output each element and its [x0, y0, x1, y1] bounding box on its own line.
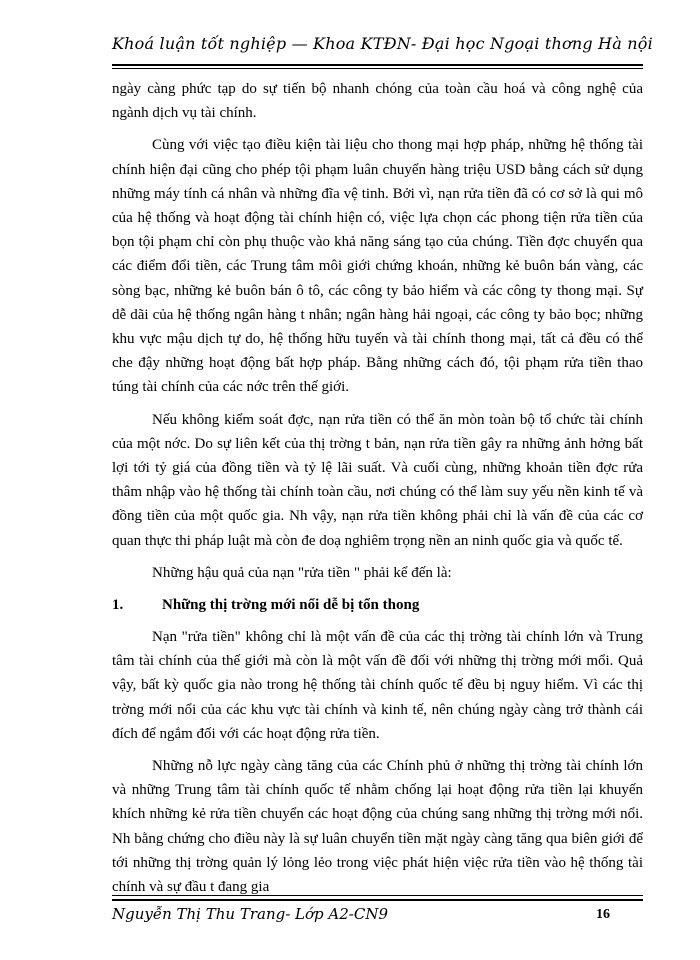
- page-number: 16: [596, 907, 610, 922]
- paragraph-continued: ngày càng phức tạp do sự tiến bộ nhanh chóng của toàn cầu hoá và công nghệ của ngành dịch vụ tài chính.: [112, 81, 643, 122]
- section-title: Những thị trờng mới nổi dễ bị tổn thong: [162, 597, 420, 614]
- header-rule-thick: [112, 64, 643, 66]
- paragraph-consequences-intro: Những hậu quả của nạn "rửa tiền " phải kể đến là:: [152, 564, 452, 581]
- paragraph-government-efforts: Những nỗ lực ngày càng tăng của các Chính phủ ở những thị trờng tài chính lớn và những Trung tâm tài chính quốc tế nhằm chống lại hoạt động rửa tiền lại khuyến khích những kẻ rửa tiền chuyển các hoạt động của chúng sang những thị trờng mới nổi. Nh bằng chứng cho điều này là sự luân chuyển tiền mặt ngày càng tăng qua biên giới để tới những thị trờng quản lý lỏng lẻo trong việc phát hiện việc rửa tiền vào hệ thống tài chính và sự đầu t đang gia: [112, 758, 643, 896]
- page-body: [112, 77, 643, 899]
- paragraph-financial-systems: Cùng với việc tạo điều kiện tài liệu cho thong mại hợp pháp, những hệ thống tài chính hiện đại cũng cho phép tội phạm luân chuyển hàng triệu USD bằng cách sử dụng những máy tính cá nhân và những đĩa vệ tinh. Bởi vì, nạn rửa tiền đã có cơ sở là qui mô của hệ thống và hoạt động tài chính hiện có, việc lựa chọn các phong tiện rửa tiền của bọn tội phạm chỉ còn phụ thuộc vào khả năng sáng tạo của chúng. Tiền đợc chuyển qua các điểm đổi tiền, các Trung tâm môi giới chứng khoán, những kẻ buôn bán vàng, các sòng bạc, những kẻ buôn bán ô tô, các công ty bảo hiểm và các công ty thong mại. Sự dễ dãi của hệ thống ngân hàng t nhân; ngân hàng hải ngoại, các công ty bảo bọc; những khu vực mậu dịch tự do, hệ thống hữu tuyến và tài chính thong mại, tất cả đều có thể che đậy những hoạt động bất hợp pháp. Bằng những cách đó, tội phạm rửa tiền thao túng tài chính của các nớc trên thế giới.: [112, 137, 643, 396]
- section-heading: [112, 593, 643, 617]
- paragraph-emerging-markets: Nạn "rửa tiền" không chỉ là một vấn đề của các thị trờng tài chính lớn và Trung tâm tài chính của thế giới mà còn là một vấn đề đối với những thị trờng mới mổi. Quả vậy, bất kỳ quốc gia nào trong hệ thống tài chính quốc tế đều bị nguy hiểm. Vì các thị trờng mới nổi của các khu vực tài chính và kinh tế, nên chúng ngày càng trở thành cái đích để ngắm đối với các hoạt động rửa tiền.: [112, 629, 643, 742]
- section-number: 1.: [112, 597, 124, 614]
- paragraph-uncontrolled-laundering: Nếu không kiểm soát đợc, nạn rửa tiền có thể ăn mòn toàn bộ tổ chức tài chính của một nớc. Do sự liên kết của thị trờng t bản, nạn rửa tiền gây ra những ảnh hởng bất lợi tới tỷ giá của đồng tiền và tỷ lệ lãi suất. Và cuối cùng, những khoản tiền đợc rửa thâm nhập vào hệ thống tài chính toàn cầu, nơi chúng có thể làm suy yếu nền kinh tế và đồng tiền của một quốc gia. Nh vậy, nạn rửa tiền không phải chỉ là vấn đề của các cơ quan thực thi pháp luật mà còn đe doạ nghiêm trọng nền an ninh quốc gia và quốc tế.: [112, 411, 643, 549]
- running-header-title: Khoá luận tốt nghiệp — Khoa KTĐN- Đại học Ngoại thơng Hà nội: [112, 34, 653, 53]
- footer-rule-thick: [112, 899, 643, 901]
- footer-author: Nguyễn Thị Thu Trang- Lớp A2-CN9: [112, 905, 389, 923]
- footer-rule-thin: [112, 895, 643, 896]
- header-rule-thin: [112, 68, 643, 69]
